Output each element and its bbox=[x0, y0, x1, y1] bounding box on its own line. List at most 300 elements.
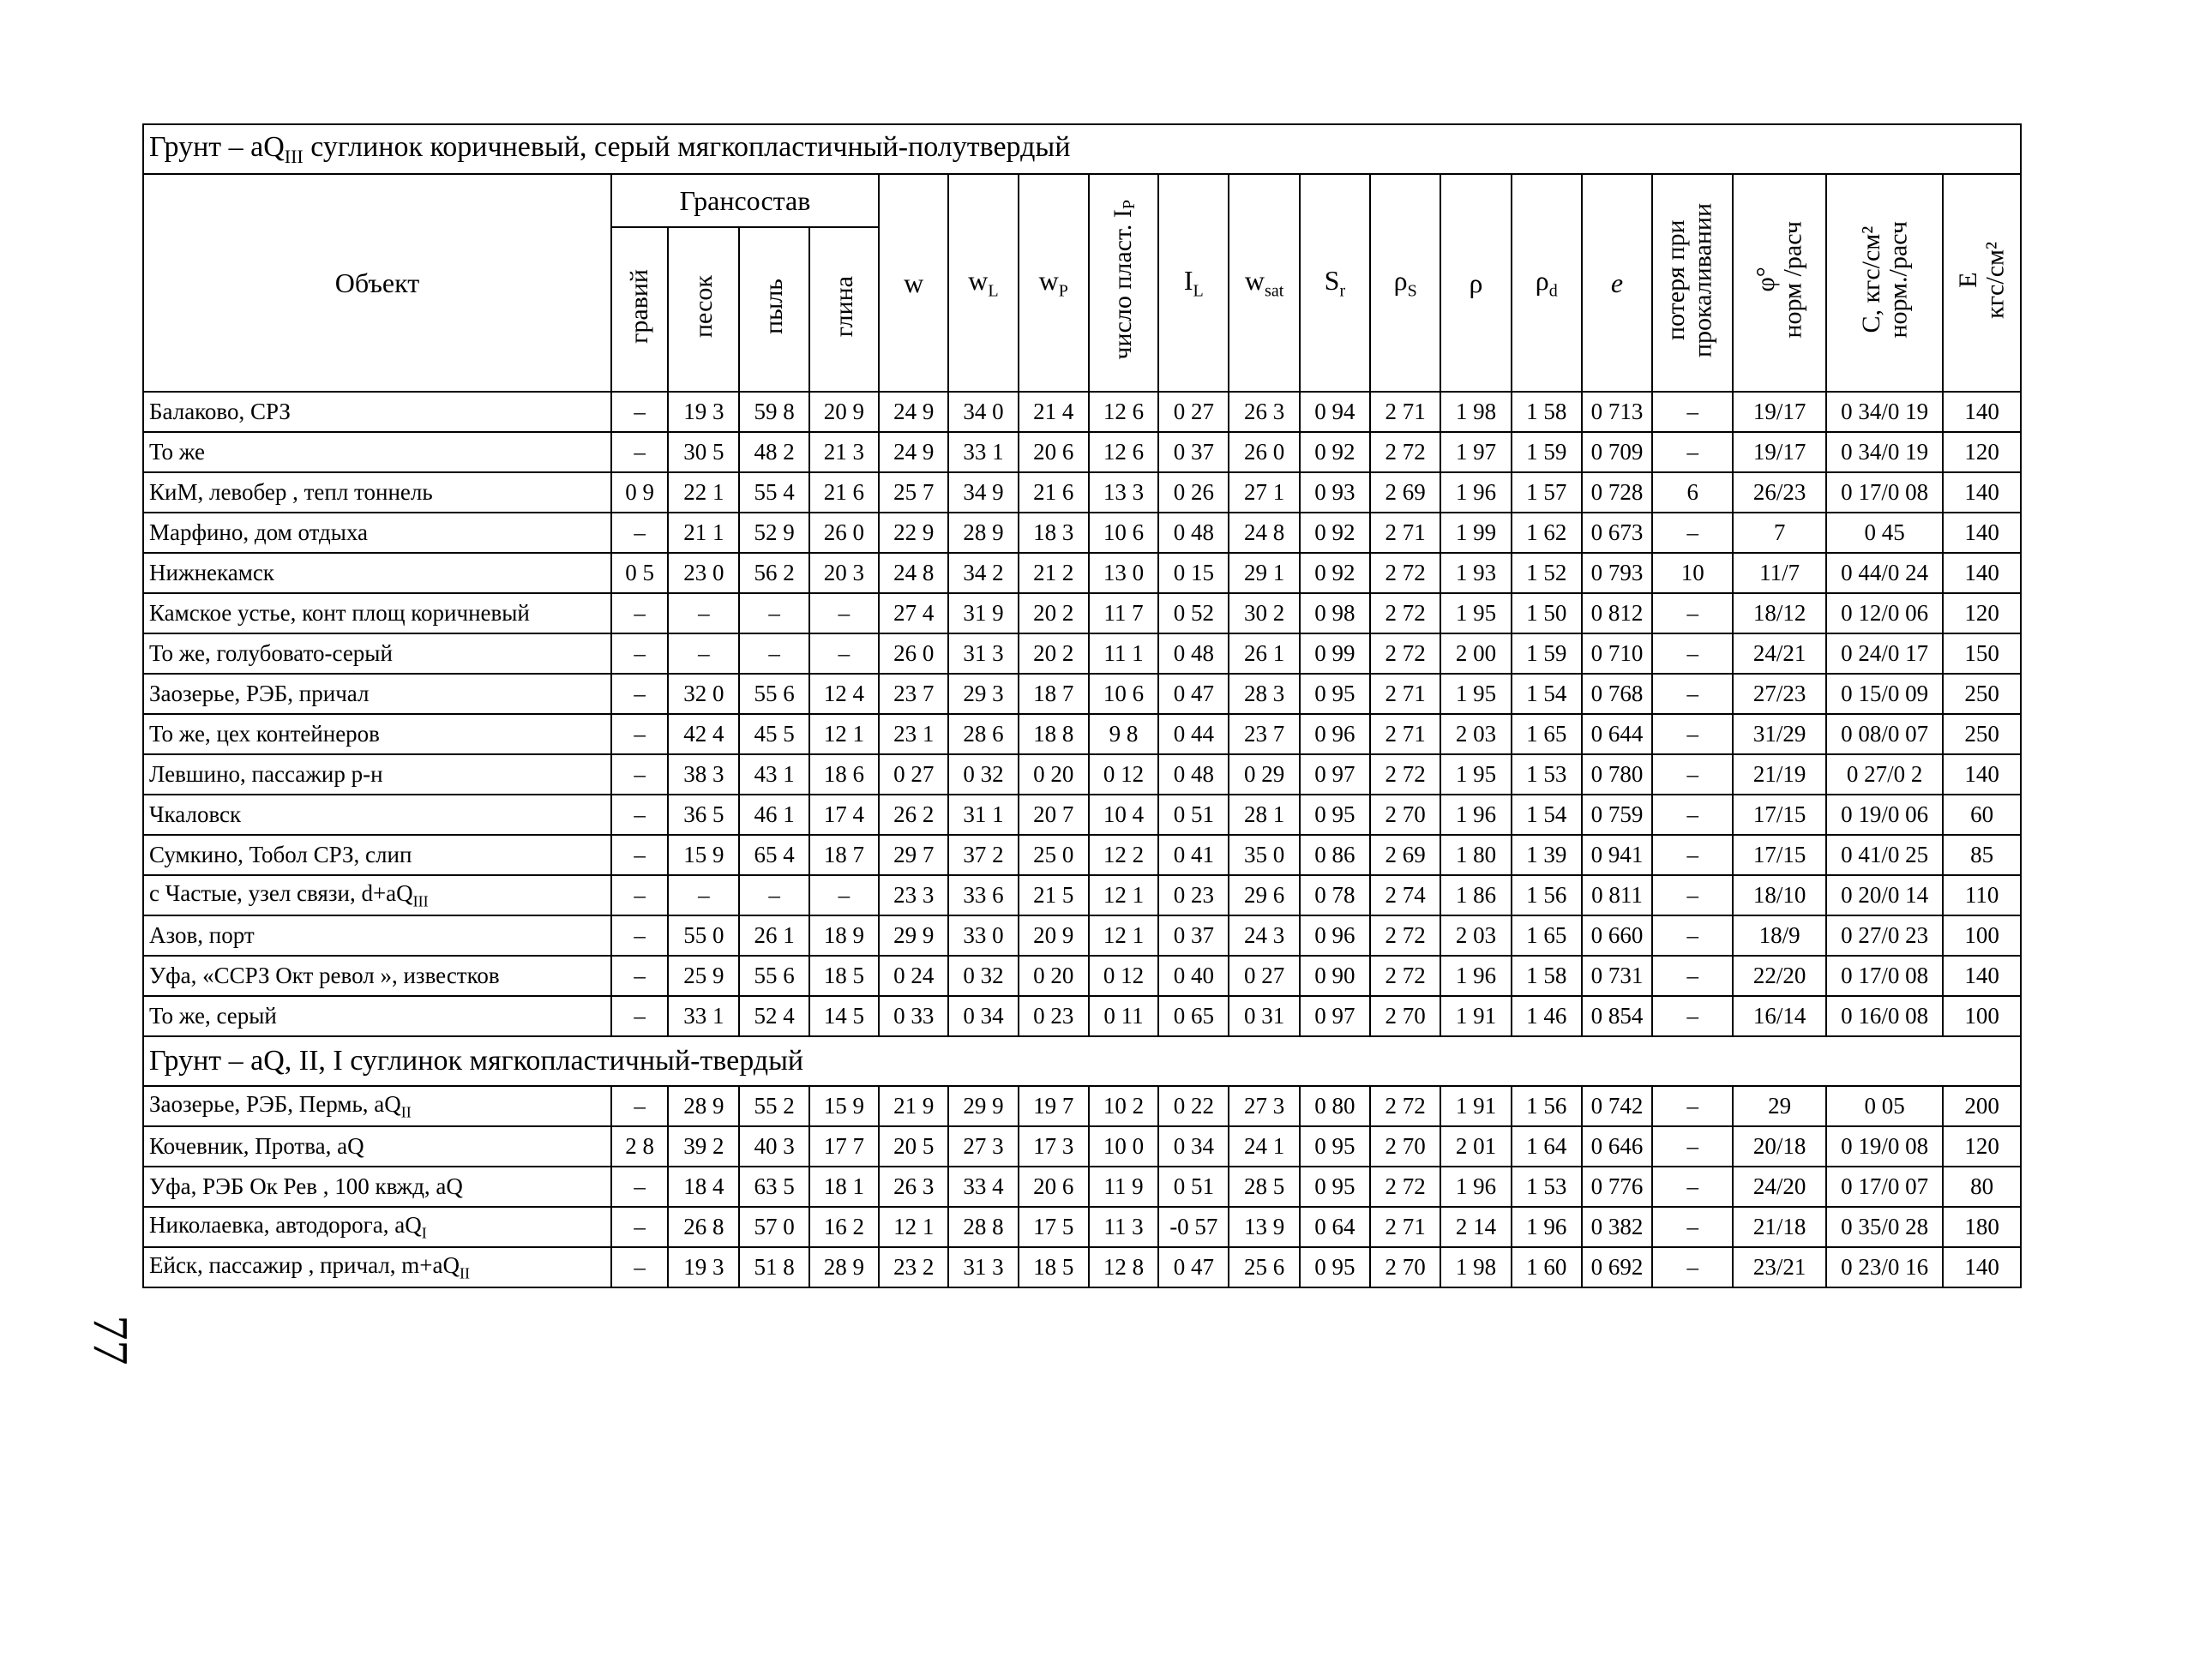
table-cell: 1 95 bbox=[1440, 593, 1511, 633]
table-cell: 10 2 bbox=[1089, 1086, 1158, 1126]
table-cell: 17 4 bbox=[809, 795, 879, 835]
table-cell: 2 03 bbox=[1440, 714, 1511, 754]
table-cell: 31/29 bbox=[1733, 714, 1825, 754]
table-cell: 19 3 bbox=[668, 1247, 739, 1287]
table-cell: 24/20 bbox=[1733, 1167, 1825, 1207]
table-cell: 1 46 bbox=[1512, 996, 1582, 1036]
table-cell: 1 53 bbox=[1512, 1167, 1582, 1207]
table-cell: 0 660 bbox=[1582, 915, 1652, 956]
table-cell: 22/20 bbox=[1733, 956, 1825, 996]
table-cell: 0 26 bbox=[1158, 472, 1229, 513]
table-cell: 55 2 bbox=[739, 1086, 808, 1126]
table-cell: 18 1 bbox=[809, 1167, 879, 1207]
table-cell: 24 9 bbox=[879, 392, 948, 432]
table-row bbox=[143, 593, 2021, 633]
table-cell: 0 32 bbox=[948, 956, 1018, 996]
table-cell: 2 71 bbox=[1370, 714, 1440, 754]
table-cell: 21 9 bbox=[879, 1086, 948, 1126]
table-cell: 33 4 bbox=[948, 1167, 1018, 1207]
table-cell: 27 1 bbox=[1229, 472, 1299, 513]
table-cell: 20 7 bbox=[1019, 795, 1089, 835]
table-cell: 20 9 bbox=[809, 392, 879, 432]
column-header-phi: φ° норм /расч bbox=[1733, 174, 1825, 392]
table-cell: 19 3 bbox=[668, 392, 739, 432]
table-cell: – bbox=[1652, 875, 1733, 915]
column-header-rho-s: $\rho_S$ bbox=[1370, 174, 1440, 392]
table-cell: 31 3 bbox=[948, 1247, 1018, 1287]
table-cell: 17/15 bbox=[1733, 795, 1825, 835]
table-cell: 0 95 bbox=[1300, 1247, 1370, 1287]
table-cell: 1 96 bbox=[1440, 1167, 1511, 1207]
table-cell: 28 3 bbox=[1229, 674, 1299, 714]
table-cell: – bbox=[739, 633, 808, 674]
section-title: Грунт – aQ, II, I суглинок мягкопластичный-твердый bbox=[143, 1036, 2021, 1086]
table-cell: 0 742 bbox=[1582, 1086, 1652, 1126]
table-cell: 28 9 bbox=[668, 1086, 739, 1126]
table-row bbox=[143, 714, 2021, 754]
table-cell: 26 0 bbox=[1229, 432, 1299, 472]
table-cell: 2 69 bbox=[1370, 472, 1440, 513]
column-header-loss: потеря при прокаливании bbox=[1652, 174, 1733, 392]
table-cell: 120 bbox=[1943, 1126, 2021, 1167]
table-cell: 18/9 bbox=[1733, 915, 1825, 956]
table-cell: 28 9 bbox=[948, 513, 1018, 553]
table-cell: 140 bbox=[1943, 513, 2021, 553]
table-cell: 22 1 bbox=[668, 472, 739, 513]
table-cell: 100 bbox=[1943, 996, 2021, 1036]
table-cell: 0 673 bbox=[1582, 513, 1652, 553]
table-cell: 0 17/0 07 bbox=[1826, 1167, 1943, 1207]
table-cell: 12 2 bbox=[1089, 835, 1158, 875]
table-cell: 0 731 bbox=[1582, 956, 1652, 996]
table-cell: 18 4 bbox=[668, 1167, 739, 1207]
table-cell: 20 3 bbox=[809, 553, 879, 593]
table-cell: 21 5 bbox=[1019, 875, 1089, 915]
table-cell: 25 0 bbox=[1019, 835, 1089, 875]
table-cell: 1 96 bbox=[1440, 956, 1511, 996]
table-cell: 140 bbox=[1943, 754, 2021, 795]
table-cell: 52 4 bbox=[739, 996, 808, 1036]
table-cell: 0 95 bbox=[1300, 795, 1370, 835]
table-cell: – bbox=[1652, 996, 1733, 1036]
table-cell: 2 69 bbox=[1370, 835, 1440, 875]
table-cell: 0 710 bbox=[1582, 633, 1652, 674]
column-header-wsat: $w_{sat}$ bbox=[1229, 174, 1299, 392]
table-cell: 16 2 bbox=[809, 1207, 879, 1247]
table-cell: 1 57 bbox=[1512, 472, 1582, 513]
table-cell: 26 1 bbox=[739, 915, 808, 956]
table-cell: 31 9 bbox=[948, 593, 1018, 633]
group-1-rows bbox=[143, 392, 2021, 1036]
table-cell: 29 9 bbox=[948, 1086, 1018, 1126]
table-cell: 18 5 bbox=[1019, 1247, 1089, 1287]
table-cell: 0 24/0 17 bbox=[1826, 633, 1943, 674]
table-cell: 0 97 bbox=[1300, 996, 1370, 1036]
table-cell: 24 8 bbox=[1229, 513, 1299, 553]
table-cell: – bbox=[611, 915, 668, 956]
table-cell: 10 6 bbox=[1089, 674, 1158, 714]
table-cell: 1 54 bbox=[1512, 674, 1582, 714]
table-cell: – bbox=[611, 432, 668, 472]
table-cell: 140 bbox=[1943, 1247, 2021, 1287]
table-cell: 0 12/0 06 bbox=[1826, 593, 1943, 633]
table-cell: 17 3 bbox=[1019, 1126, 1089, 1167]
table-cell: 2 71 bbox=[1370, 1207, 1440, 1247]
table-cell: 30 5 bbox=[668, 432, 739, 472]
table-cell: 0 759 bbox=[1582, 795, 1652, 835]
table-cell: 0 20 bbox=[1019, 754, 1089, 795]
table-cell: 25 9 bbox=[668, 956, 739, 996]
object-name-cell: То же bbox=[143, 432, 611, 472]
table-cell: – bbox=[1652, 1167, 1733, 1207]
table-cell: 12 4 bbox=[809, 674, 879, 714]
table-cell: 52 9 bbox=[739, 513, 808, 553]
table-cell: 18 6 bbox=[809, 754, 879, 795]
table-cell: – bbox=[739, 593, 808, 633]
table-cell: 2 70 bbox=[1370, 996, 1440, 1036]
table-cell: 12 1 bbox=[809, 714, 879, 754]
table-cell: 26 0 bbox=[879, 633, 948, 674]
table-cell: 17 7 bbox=[809, 1126, 879, 1167]
column-header-sr: $S_r$ bbox=[1300, 174, 1370, 392]
table-cell: 140 bbox=[1943, 392, 2021, 432]
table-cell: 17 5 bbox=[1019, 1207, 1089, 1247]
table-cell: 31 3 bbox=[948, 633, 1018, 674]
table-row bbox=[143, 1247, 2021, 1287]
table-cell: 0 644 bbox=[1582, 714, 1652, 754]
table-cell: – bbox=[611, 754, 668, 795]
table-cell: – bbox=[1652, 1247, 1733, 1287]
table-cell: 34 0 bbox=[948, 392, 1018, 432]
table-cell: 13 3 bbox=[1089, 472, 1158, 513]
table-row bbox=[143, 392, 2021, 432]
table-cell: 29 bbox=[1733, 1086, 1825, 1126]
column-header-wl: $w_L$ bbox=[948, 174, 1018, 392]
table-cell: 0 80 bbox=[1300, 1086, 1370, 1126]
table-cell: – bbox=[1652, 795, 1733, 835]
table-cell: 0 15 bbox=[1158, 553, 1229, 593]
table-cell: 0 11 bbox=[1089, 996, 1158, 1036]
table-cell: 1 96 bbox=[1512, 1207, 1582, 1247]
table-cell: 2 70 bbox=[1370, 1126, 1440, 1167]
table-cell: 0 23/0 16 bbox=[1826, 1247, 1943, 1287]
table-cell: – bbox=[739, 875, 808, 915]
table-cell: 0 34 bbox=[948, 996, 1018, 1036]
table-cell: 2 71 bbox=[1370, 513, 1440, 553]
table-cell: 21 6 bbox=[1019, 472, 1089, 513]
table-cell: 40 3 bbox=[739, 1126, 808, 1167]
table-cell: 0 48 bbox=[1158, 513, 1229, 553]
table-cell: 1 53 bbox=[1512, 754, 1582, 795]
table-row bbox=[143, 633, 2021, 674]
table-cell: 11 3 bbox=[1089, 1207, 1158, 1247]
table-cell: 120 bbox=[1943, 593, 2021, 633]
table-cell: 11 9 bbox=[1089, 1167, 1158, 1207]
table-cell: 29 3 bbox=[948, 674, 1018, 714]
table-cell: 37 2 bbox=[948, 835, 1018, 875]
table-cell: 0 17/0 08 bbox=[1826, 472, 1943, 513]
table-cell: 1 91 bbox=[1440, 1086, 1511, 1126]
object-name-cell: Ейск, пассажир , причал, $m+aQ_{II}$ bbox=[143, 1247, 611, 1287]
table-cell: 0 646 bbox=[1582, 1126, 1652, 1167]
column-header-ip: число пласт. $I_P$ bbox=[1089, 174, 1158, 392]
table-cell: 1 98 bbox=[1440, 392, 1511, 432]
table-cell: – bbox=[1652, 513, 1733, 553]
table-cell: 0 08/0 07 bbox=[1826, 714, 1943, 754]
column-header-rho: ρ bbox=[1440, 174, 1511, 392]
table-row bbox=[143, 835, 2021, 875]
table-cell: 46 1 bbox=[739, 795, 808, 835]
table-cell: 1 58 bbox=[1512, 956, 1582, 996]
table-cell: 28 5 bbox=[1229, 1167, 1299, 1207]
table-cell: 9 8 bbox=[1089, 714, 1158, 754]
table-cell: 0 40 bbox=[1158, 956, 1229, 996]
table-cell: 0 05 bbox=[1826, 1086, 1943, 1126]
table-cell: 1 56 bbox=[1512, 1086, 1582, 1126]
table-cell: 20 2 bbox=[1019, 633, 1089, 674]
table-cell: 23 3 bbox=[879, 875, 948, 915]
table-cell: 250 bbox=[1943, 714, 2021, 754]
table-cell: 31 1 bbox=[948, 795, 1018, 835]
section-header-2 bbox=[143, 1036, 2021, 1086]
table-cell: 10 6 bbox=[1089, 513, 1158, 553]
column-header-object: Объект bbox=[143, 174, 611, 392]
table-cell: – bbox=[611, 996, 668, 1036]
table-cell: 24 1 bbox=[1229, 1126, 1299, 1167]
table-row bbox=[143, 956, 2021, 996]
table-cell: 27/23 bbox=[1733, 674, 1825, 714]
table-row bbox=[143, 1126, 2021, 1167]
table-row bbox=[143, 1167, 2021, 1207]
table-cell: 24/21 bbox=[1733, 633, 1825, 674]
table-cell: 25 6 bbox=[1229, 1247, 1299, 1287]
table-cell: 0 27/0 23 bbox=[1826, 915, 1943, 956]
column-header-wp: $w_P$ bbox=[1019, 174, 1089, 392]
table-cell: – bbox=[611, 1207, 668, 1247]
table-cell: 10 bbox=[1652, 553, 1733, 593]
table-cell: 1 62 bbox=[1512, 513, 1582, 553]
table-cell: 0 44 bbox=[1158, 714, 1229, 754]
table-cell: 18/10 bbox=[1733, 875, 1825, 915]
table-cell: 26/23 bbox=[1733, 472, 1825, 513]
table-cell: 16/14 bbox=[1733, 996, 1825, 1036]
object-name-cell: Чкаловск bbox=[143, 795, 611, 835]
table-cell: 0 941 bbox=[1582, 835, 1652, 875]
table-cell: 1 64 bbox=[1512, 1126, 1582, 1167]
table-cell: 0 48 bbox=[1158, 754, 1229, 795]
table-cell: 0 713 bbox=[1582, 392, 1652, 432]
table-cell: 2 72 bbox=[1370, 1086, 1440, 1126]
table-cell: 7 bbox=[1733, 513, 1825, 553]
table-cell: 55 6 bbox=[739, 674, 808, 714]
table-cell: 59 8 bbox=[739, 392, 808, 432]
table-cell: 0 22 bbox=[1158, 1086, 1229, 1126]
soil-properties-table bbox=[142, 123, 2022, 1288]
table-cell: – bbox=[668, 633, 739, 674]
table-cell: 0 27 bbox=[1229, 956, 1299, 996]
table-cell: 45 5 bbox=[739, 714, 808, 754]
table-cell: 20 6 bbox=[1019, 432, 1089, 472]
table-cell: 0 709 bbox=[1582, 432, 1652, 472]
table-cell: – bbox=[1652, 432, 1733, 472]
table-cell: 56 2 bbox=[739, 553, 808, 593]
table-cell: 0 19/0 06 bbox=[1826, 795, 1943, 835]
table-cell: 30 2 bbox=[1229, 593, 1299, 633]
table-cell: 33 6 bbox=[948, 875, 1018, 915]
table-cell: 2 70 bbox=[1370, 1247, 1440, 1287]
table-cell: 21/19 bbox=[1733, 754, 1825, 795]
column-header-gravel: гравий bbox=[611, 227, 668, 392]
table-cell: 12 1 bbox=[879, 1207, 948, 1247]
table-cell: 57 0 bbox=[739, 1207, 808, 1247]
table-cell: – bbox=[668, 593, 739, 633]
table-cell: 0 20/0 14 bbox=[1826, 875, 1943, 915]
table-cell: 0 52 bbox=[1158, 593, 1229, 633]
table-cell: 1 96 bbox=[1440, 795, 1511, 835]
object-name-cell: с Частые, узел связи, $d+aQ_{III}$ bbox=[143, 875, 611, 915]
table-cell: 0 23 bbox=[1019, 996, 1089, 1036]
column-header-e: e bbox=[1582, 174, 1652, 392]
table-cell: 23 1 bbox=[879, 714, 948, 754]
table-row bbox=[143, 553, 2021, 593]
table-cell: 2 72 bbox=[1370, 633, 1440, 674]
table-cell: 27 3 bbox=[1229, 1086, 1299, 1126]
table-cell: – bbox=[1652, 714, 1733, 754]
table-cell: 0 692 bbox=[1582, 1247, 1652, 1287]
table-cell: 48 2 bbox=[739, 432, 808, 472]
table-cell: 20/18 bbox=[1733, 1126, 1825, 1167]
column-header-w: w bbox=[879, 174, 948, 392]
table-cell: 0 793 bbox=[1582, 553, 1652, 593]
table-cell: 0 12 bbox=[1089, 956, 1158, 996]
table-cell: 0 92 bbox=[1300, 553, 1370, 593]
table-cell: 39 2 bbox=[668, 1126, 739, 1167]
table-cell: 0 95 bbox=[1300, 1126, 1370, 1167]
table-cell: 28 9 bbox=[809, 1247, 879, 1287]
object-name-cell: Уфа, «ССРЗ Окт револ », известков bbox=[143, 956, 611, 996]
table-cell: 140 bbox=[1943, 956, 2021, 996]
table-cell: 20 5 bbox=[879, 1126, 948, 1167]
table-cell: 0 92 bbox=[1300, 513, 1370, 553]
table-cell: 0 27/0 2 bbox=[1826, 754, 1943, 795]
table-cell: 21/18 bbox=[1733, 1207, 1825, 1247]
table-cell: 23 0 bbox=[668, 553, 739, 593]
table-cell: 0 44/0 24 bbox=[1826, 553, 1943, 593]
table-cell: 0 78 bbox=[1300, 875, 1370, 915]
table-cell: 25 7 bbox=[879, 472, 948, 513]
table-cell: 17/15 bbox=[1733, 835, 1825, 875]
table-cell: – bbox=[1652, 835, 1733, 875]
table-cell: 0 95 bbox=[1300, 674, 1370, 714]
table-cell: 0 96 bbox=[1300, 915, 1370, 956]
table-cell: 28 6 bbox=[948, 714, 1018, 754]
table-cell: 0 65 bbox=[1158, 996, 1229, 1036]
column-header-e-modulus: E кгс/см² bbox=[1943, 174, 2021, 392]
table-cell: 1 59 bbox=[1512, 633, 1582, 674]
table-cell: 0 23 bbox=[1158, 875, 1229, 915]
object-name-cell: Азов, порт bbox=[143, 915, 611, 956]
table-cell: 22 9 bbox=[879, 513, 948, 553]
table-cell: 26 1 bbox=[1229, 633, 1299, 674]
table-cell: 0 27 bbox=[879, 754, 948, 795]
table-cell: 23 7 bbox=[1229, 714, 1299, 754]
table-cell: 2 8 bbox=[611, 1126, 668, 1167]
table-cell: 13 9 bbox=[1229, 1207, 1299, 1247]
table-cell: 55 6 bbox=[739, 956, 808, 996]
table-cell: 0 94 bbox=[1300, 392, 1370, 432]
table-cell: 34 2 bbox=[948, 553, 1018, 593]
table-cell: 140 bbox=[1943, 553, 2021, 593]
object-name-cell: Балаково, СРЗ bbox=[143, 392, 611, 432]
table-cell: 2 71 bbox=[1370, 674, 1440, 714]
table-row bbox=[143, 1086, 2021, 1126]
table-row bbox=[143, 915, 2021, 956]
table-row bbox=[143, 472, 2021, 513]
table-cell: 0 95 bbox=[1300, 1167, 1370, 1207]
table-cell: 11 1 bbox=[1089, 633, 1158, 674]
column-header-gransostav: Грансостав bbox=[611, 174, 879, 227]
table-cell: 0 812 bbox=[1582, 593, 1652, 633]
table-cell: 28 1 bbox=[1229, 795, 1299, 835]
table-row bbox=[143, 432, 2021, 472]
table-cell: 85 bbox=[1943, 835, 2021, 875]
object-name-cell: Николаевка, автодорога, $aQ_I$ bbox=[143, 1207, 611, 1247]
table-cell: 63 5 bbox=[739, 1167, 808, 1207]
table-cell: 18 8 bbox=[1019, 714, 1089, 754]
table-cell: 15 9 bbox=[809, 1086, 879, 1126]
table-cell: 19 7 bbox=[1019, 1086, 1089, 1126]
table-cell: 0 41 bbox=[1158, 835, 1229, 875]
header-row-1 bbox=[143, 174, 2021, 227]
table-cell: 2 72 bbox=[1370, 432, 1440, 472]
table-cell: 0 32 bbox=[948, 754, 1018, 795]
table-cell: 0 86 bbox=[1300, 835, 1370, 875]
table-cell: 23 2 bbox=[879, 1247, 948, 1287]
table-cell: 150 bbox=[1943, 633, 2021, 674]
table-cell: 140 bbox=[1943, 472, 2021, 513]
table-cell: 0 382 bbox=[1582, 1207, 1652, 1247]
table-cell: 42 4 bbox=[668, 714, 739, 754]
table-cell: 250 bbox=[1943, 674, 2021, 714]
object-name-cell: Сумкино, Тобол СРЗ, слип bbox=[143, 835, 611, 875]
table-cell: – bbox=[611, 875, 668, 915]
table-cell: 11/7 bbox=[1733, 553, 1825, 593]
object-name-cell: То же, цех контейнеров bbox=[143, 714, 611, 754]
table-cell: 29 1 bbox=[1229, 553, 1299, 593]
table-cell: 2 71 bbox=[1370, 392, 1440, 432]
column-header-c: С, кгс/см² норм./расч bbox=[1826, 174, 1943, 392]
table-cell: 1 54 bbox=[1512, 795, 1582, 835]
table-cell: 1 80 bbox=[1440, 835, 1511, 875]
table-cell: – bbox=[611, 714, 668, 754]
table-cell: 0 34/0 19 bbox=[1826, 392, 1943, 432]
object-name-cell: Левшино, пассажир р-н bbox=[143, 754, 611, 795]
table-cell: 14 5 bbox=[809, 996, 879, 1036]
table-cell: 0 48 bbox=[1158, 633, 1229, 674]
table-cell: 24 3 bbox=[1229, 915, 1299, 956]
table-cell: – bbox=[611, 956, 668, 996]
page-number: 77 bbox=[82, 1315, 139, 1365]
table-cell: 1 93 bbox=[1440, 553, 1511, 593]
table-cell: 1 58 bbox=[1512, 392, 1582, 432]
table-cell: 0 33 bbox=[879, 996, 948, 1036]
table-cell: 33 1 bbox=[668, 996, 739, 1036]
table-cell: 20 6 bbox=[1019, 1167, 1089, 1207]
table-cell: 0 97 bbox=[1300, 754, 1370, 795]
table-cell: 18/12 bbox=[1733, 593, 1825, 633]
column-header-sand: песок bbox=[668, 227, 739, 392]
table-cell: 0 35/0 28 bbox=[1826, 1207, 1943, 1247]
